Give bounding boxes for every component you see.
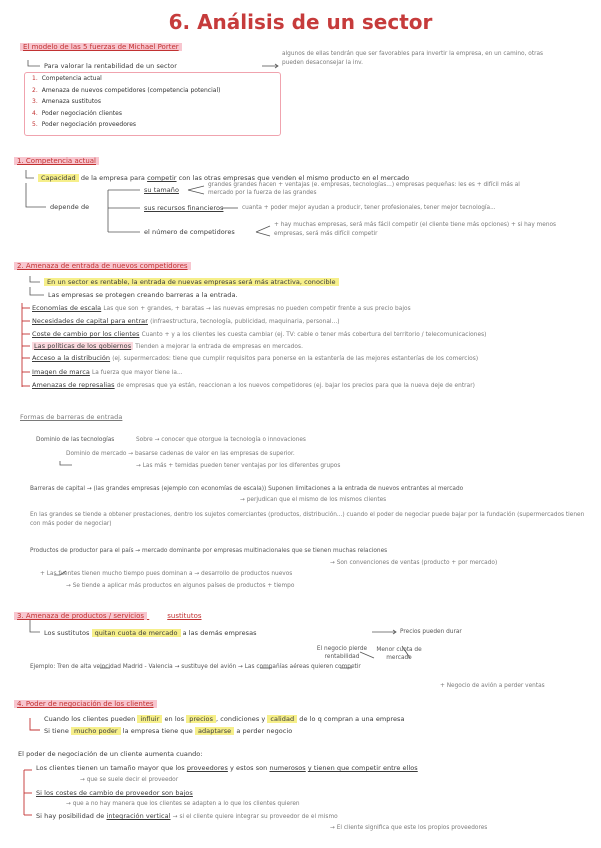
poder-item-2-sub: → que a no hay manera que los clientes se adapten a lo que los clientes quieren (66, 801, 300, 807)
clientes-heading: 4. Poder de negociación de los clientes (14, 700, 157, 708)
formas-b3: Productos de productor para el país → mercado dominante por empresas multinacionales que se tienen muchas relaciones (30, 548, 388, 554)
negocio-label: El negocio pierde rentabilidad (316, 646, 368, 660)
entrada-line1: En un sector es rentable, la entrada de nuevas empresas será más atractiva, conocible (44, 278, 339, 286)
modelo-sub: Para valorar la rentabilidad de un sector (44, 62, 177, 70)
clientes-line1: Cuando los clientes pueden influir en los precios , condiciones y calidad de lo q compran a una empresa (44, 715, 405, 723)
clientes-line2: Si tiene mucho poder la empresa tiene que adaptarse a perder negocio (44, 727, 293, 735)
entrada-line2: Las empresas se protegen creando barreras a la entrada. (48, 291, 238, 299)
barrera-item: Necesidades de capital para entrar (infraestructura, tecnología, publicidad, maquinaria, personal...) (32, 317, 340, 325)
list-item: 1. Competencia actual (32, 75, 102, 82)
forces-list (32, 73, 220, 131)
dep-competidores-note: + hay muchas empresas, será más fácil competir (el cliente tiene más opciones) + si hay menos empresas, será más difícil competir (274, 222, 557, 237)
amenaza-entrada-heading: 2. Amenaza de entrada de nuevos competidores (14, 262, 191, 270)
dep-tamano: su tamaño (144, 186, 179, 194)
list-item: 4. Poder negociación clientes (32, 109, 122, 117)
sustitutos-arrow-target: Precios pueden durar (400, 629, 462, 635)
formas-b3-sub1: → Son convenciones de ventas (producto + por mercado) (330, 560, 498, 566)
formas-b1-note1: Sobre → conocer que otorgue la tecnología o innovaciones (136, 437, 306, 443)
list-item: 5. Poder negociación proveedores (32, 121, 137, 128)
sustitutos-example-sub: + Negocio de avión a perder ventas (440, 683, 545, 689)
competencia-definition: Capacidad de la empresa para competir con las otras empresas que venden el mismo producto en el mercado (38, 174, 409, 182)
formas-b2-sub: → perjudican que el mismo de los mismos clientes (240, 497, 387, 503)
poder-item-1: Los clientes tienen un tamaño mayor que los proveedores y estos son numerosos y tienen que competir entre ellos (36, 764, 418, 772)
sustitutos-line1: Los sustitutos quitan cuota de mercado a las demás empresas (44, 629, 257, 637)
modelo-side-note: algunos de ellas tendrán que ser favorables para invertir la empresa, en un camino, otras pueden desaconsejar la inv. (282, 51, 544, 66)
formas-b2-note: En las grandes se tiende a obtener prestaciones, dentro los sujetos comerciantes (productos, distribución...) cuando el poder de negociar puede bajar por la fundación (supermercados tienen con más poder de negociar) (30, 512, 585, 527)
barrera-item: Coste de cambio por los clientes Cuanto + y a los clientes les cuesta cambiar (ej. TV: cable o tener más cobertura del territorio / telecomunicaciones) (32, 330, 487, 338)
formas-b3-sub3: → Se tiende a aplicar más productos en algunos países de productos + tiempo (66, 583, 295, 589)
sustitutos-example: Ejemplo: Tren de alta velocidad Madrid - Valencia → sustituye del avión → Las compañías aéreas quieren competir (30, 664, 361, 670)
poder-item-2: Si los costes de cambio de proveedor son bajos (36, 789, 193, 797)
dep-tamano-note: grandes grandes hacen + ventajas (e. empresas, tecnologías...) empresas pequeñas: les es + difícil más al mercado por la fuerza de las grandes (208, 182, 520, 196)
formas-b3-sub2: + Las fuentes tienen mucho tiempo pues dominan a → desarrollo de productos nuevos (40, 571, 293, 577)
dep-competidores: el número de competidores (144, 228, 235, 236)
formas-b1: Dominio de las tecnologías (36, 437, 115, 443)
barrera-item: Acceso a la distribución (ej. supermercados: tiene que cumplir requisitos para ponerse en la estantería de las mejores estanterías de los comercios) (32, 354, 479, 362)
barrera-item: Amenazas de represalias de empresas que ya están, reaccionan a los nuevos competidores (ej. bajar los precios para que la nueva deje de entrar) (32, 381, 475, 389)
dep-recursos: sus recursos financieros (144, 204, 224, 212)
poder-cliente-heading: El poder de negociación de un cliente aumenta cuando: (18, 750, 203, 758)
modelo-heading: El modelo de las 5 fuerzas de Michael Porter (20, 43, 182, 51)
poder-item-1-sub: → que se suele decir el proveedor (80, 777, 179, 783)
formas-b1-note3: → Las más + temidas pueden tener ventajas por los diferentes grupos (136, 463, 341, 469)
menor-cuota-label: Menor cuota de mercado (376, 647, 422, 661)
depende-label: depende de (50, 203, 90, 211)
barrera-item: Imagen de marca La fuerza que mayor tiene la... (32, 368, 183, 376)
poder-item-3-sub: → El cliente significa que este los propios proveedores (330, 825, 488, 831)
formas-b1-note2: Dominio de mercado → basarse cadenas de valor en las empresas de superior. (66, 451, 295, 457)
page-title: 6. Análisis de un sector (168, 10, 433, 34)
list-item: 2. Amenaza de nuevos competidores (competencia potencial) (32, 86, 221, 94)
competencia-heading: 1. Competencia actual (14, 157, 99, 165)
barrera-item: Las políticas de los gobiernos Tienden a mejorar la entrada de empresas en mercados. (34, 342, 303, 350)
dep-recursos-note: cuanta + poder mejor ayudan a producir, tener profesionales, tener mejor tecnología... (242, 205, 496, 211)
sustitutos-heading: 3. Amenaza de productos / servicios sustitutos (14, 612, 202, 620)
poder-item-3: Si hay posibilidad de integración vertical → si el cliente quiere integrar su proveedor de el mismo (36, 812, 338, 820)
formas-b2: Barreras de capital → (las grandes empresas (ejemplo con economías de escala)) Suponen limitaciones a la entrada de nuevos entrantes al mercado (30, 486, 464, 492)
formas-heading: Formas de barreras de entrada (20, 413, 123, 421)
list-item: 3. Amenaza sustitutos (32, 98, 101, 105)
barrera-item: Economías de escala Las que son + grandes, + baratas → las nuevas empresas no pueden competir frente a sus precio bajos (32, 304, 411, 312)
